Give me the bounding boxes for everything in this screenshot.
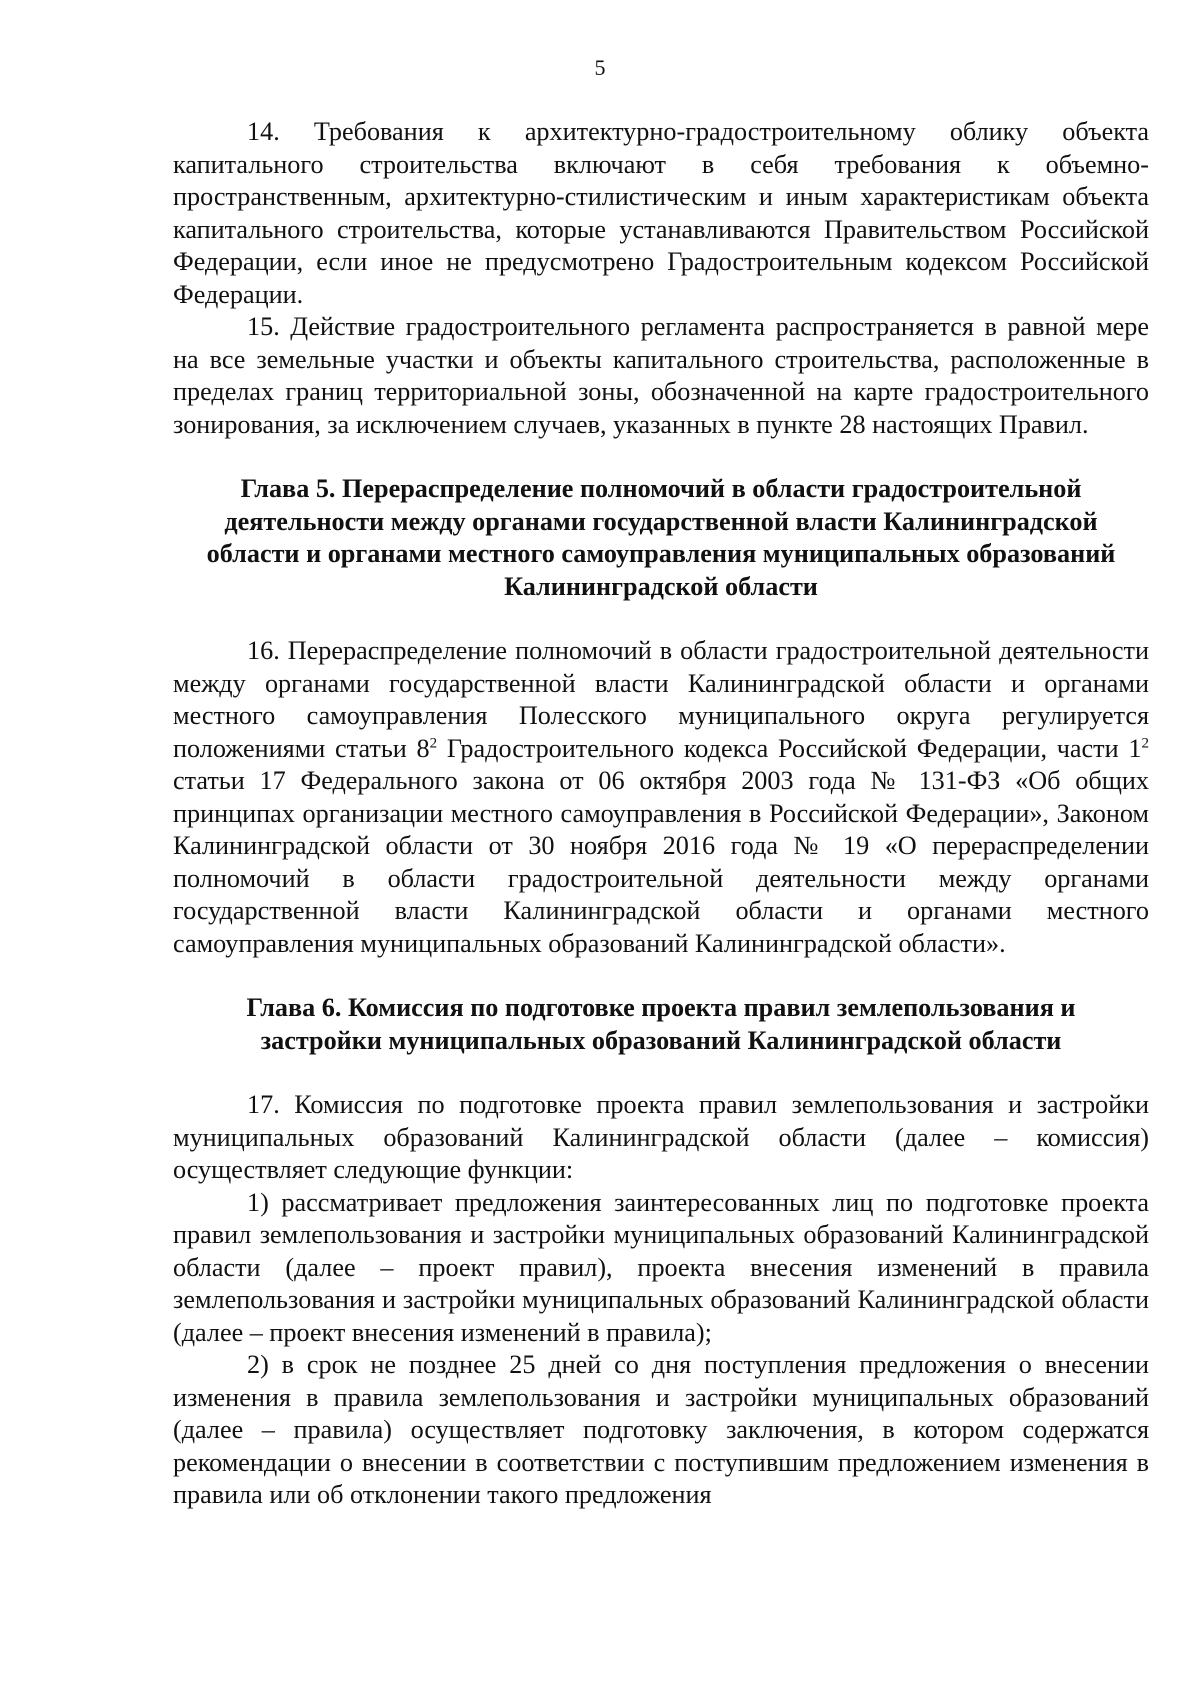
chapter-5-heading: Глава 5. Перераспределение полномочий в области градостроительной деятельности между органами государственной власти Калининградской области и органами местного самоуправления муниципальных образований Калининградской области [206,474,1116,601]
document-body [173,116,1149,1512]
paragraph-17-item-2: 2) в срок не позднее 25 дней со дня поступления предложения о внесении изменения в правила землепользования и застройки муниципальных образований (далее – правила) осуществляет подготовку заключения, в котором содержатся рекомендации о внесении в соответствии с поступившим предложением изменения в правила или об отклонении такого предложения [173,1350,1149,1509]
paragraph-17-item-1: 1) рассматривает предложения заинтересованных лиц по подготовке проекта правил землепользования и застройки муниципальных образований Калининградской области (далее – проект правил), проекта внесения изменений в правила землепользования и застройки муниципальных образований Калининградской области (далее – проект внесения изменений в правила); [173,1187,1149,1347]
paragraph-16 [173,635,1149,960]
paragraph-17: 17. Комиссия по подготовке проекта правил землепользования и застройки муниципальных образований Калининградской области (далее – комиссия) осуществляет следующие функции: [173,1090,1149,1184]
chapter-6-heading: Глава 6. Комиссия по подготовке проекта правил землепользования и застройки муниципальных образований Калининградской области [246,993,1076,1055]
superscript-part: 2 [1141,734,1149,751]
superscript-article: 2 [429,734,438,751]
paragraph-16-part3: статьи 17 Федерального закона от 06 октября 2003 года № 131-ФЗ «Об общих принципах организации местного самоуправления в Российской Федерации», Законом Калининградской области от 30 ноября 2016 года № 19 «О перераспределении полномочий в области градостроительной деятельности между органами государственной власти Калининградской области и органами местного самоуправления муниципальных образований Калининградской области». [173,766,1149,958]
paragraph-16-part1: 16. Перераспределение полномочий в области градостроительной деятельности между органами государственной власти Калининградской области и органами местного самоуправления Полесского муниципального округа регулируется положениями статьи 8 [173,636,1149,763]
page-number: 5 [594,55,606,80]
paragraph-15: 15. Действие градостроительного регламента распространяется в равной мере на все земельные участки и объекты капитального строительства, расположенные в пределах границ территориальной зоны, обозначенной на карте градостроительного зонирования, за исключением случаев, указанных в пункте 28 настоящих Правил. [173,312,1149,439]
paragraph-16-part2: Градостроительного кодекса Российской Федерации, части 1 [437,733,1142,763]
paragraph-14: 14. Требования к архитектурно-градостроительному облику объекта капитального строительства включают в себя требования к объемно-пространственным, архитектурно-стилистическим и иным характеристикам объекта капитального строительства, которые устанавливаются Правительством Российской Федерации, если иное не предусмотрено Градостроительным кодексом Российской Федерации. [173,117,1149,309]
